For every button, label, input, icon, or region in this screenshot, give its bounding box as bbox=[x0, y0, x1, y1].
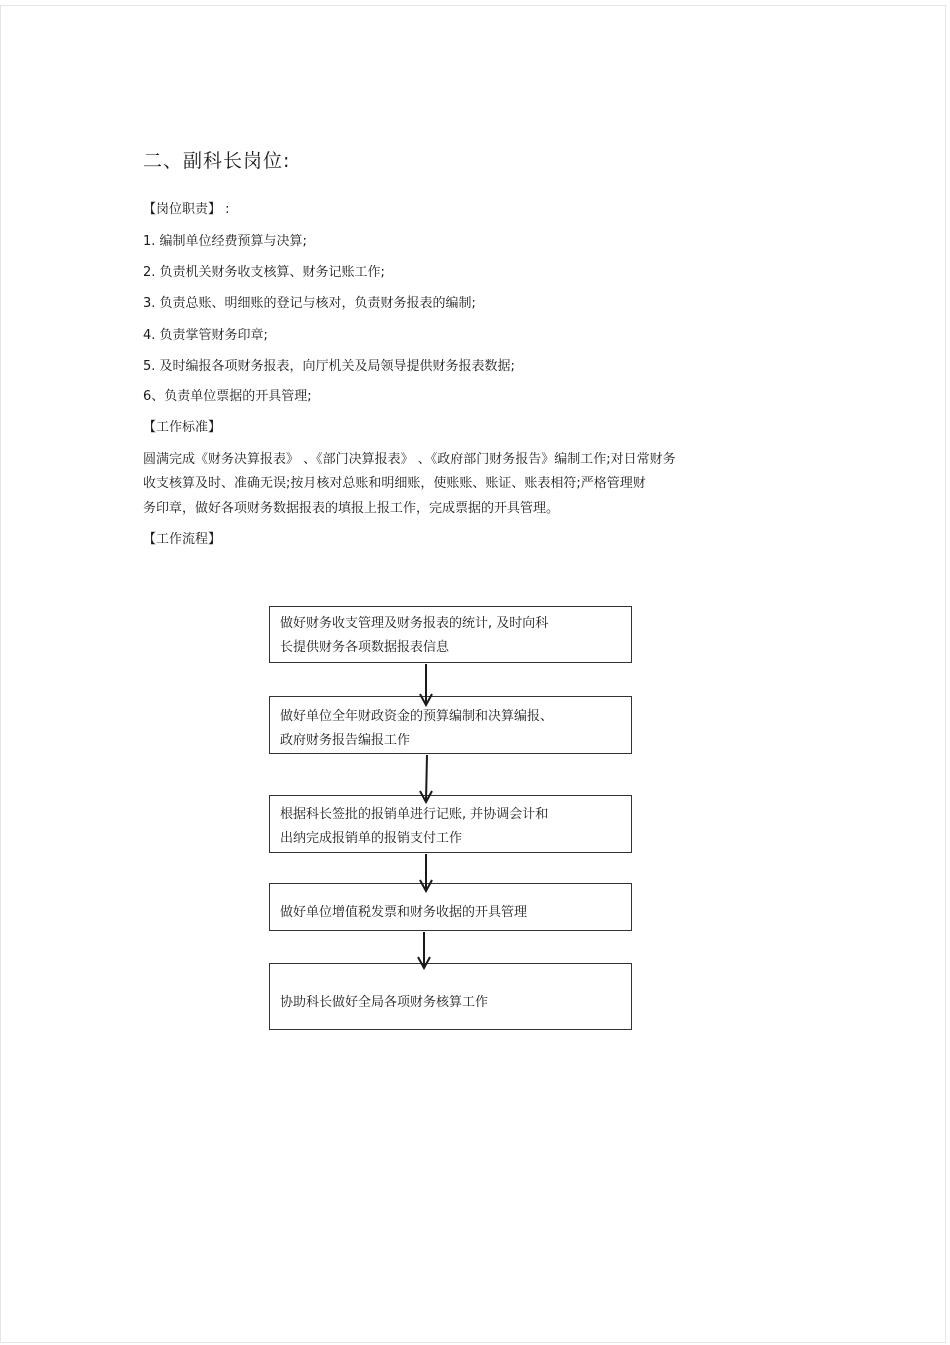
duty-item: 2. 负责机关财务收支核算、财务记账工作; bbox=[143, 265, 385, 280]
flow-step-text: 协助科长做好全局各项财务核算工作 bbox=[280, 995, 489, 1010]
flow-step-text: 出纳完成报销单的报销支付工作 bbox=[280, 831, 463, 846]
duty-item: 4. 负责掌管财务印章; bbox=[143, 328, 268, 343]
flow-header: 【工作流程】 bbox=[143, 532, 222, 547]
flow-step-text: 根据科长签批的报销单进行记账, 并协调会计和 bbox=[280, 807, 549, 822]
flow-step-text: 做好单位增值税发票和财务收据的开具管理 bbox=[280, 905, 528, 920]
flow-step-text: 政府财务报告编报工作 bbox=[280, 733, 411, 748]
duty-item: 1. 编制单位经费预算与决算; bbox=[143, 234, 307, 249]
duty-item: 5. 及时编报各项财务报表，向厅机关及局领导提供财务报表数据; bbox=[143, 359, 515, 374]
page-title: 二、副科长岗位: bbox=[143, 150, 291, 172]
standard-line: 圆满完成《财务决算报表》 、《部门决算报表》 、《政府部门财务报告》编制工作;对日常财务 bbox=[143, 452, 676, 467]
flow-step-text: 做好单位全年财政资金的预算编制和决算编报、 bbox=[280, 709, 554, 724]
flow-step-text: 做好财务收支管理及财务报表的统计, 及时向科 bbox=[280, 616, 549, 631]
duty-item: 6、负责单位票据的开具管理; bbox=[143, 389, 312, 404]
flow-arrow bbox=[426, 755, 427, 801]
standard-header: 【工作标准】 bbox=[143, 420, 222, 435]
duty-item: 3. 负责总账、明细账的登记与核对，负责财务报表的编制; bbox=[143, 296, 476, 311]
duties-header: 【岗位职责】 : bbox=[143, 202, 230, 217]
standard-line: 务印章，做好各项财务数据报表的填报上报工作，完成票据的开具管理。 bbox=[143, 501, 560, 516]
flow-step-text: 长提供财务各项数据报表信息 bbox=[280, 640, 450, 655]
standard-line: 收支核算及时、准确无误;按月核对总账和明细账，使账账、账证、账表相符;严格管理财 bbox=[143, 476, 646, 491]
